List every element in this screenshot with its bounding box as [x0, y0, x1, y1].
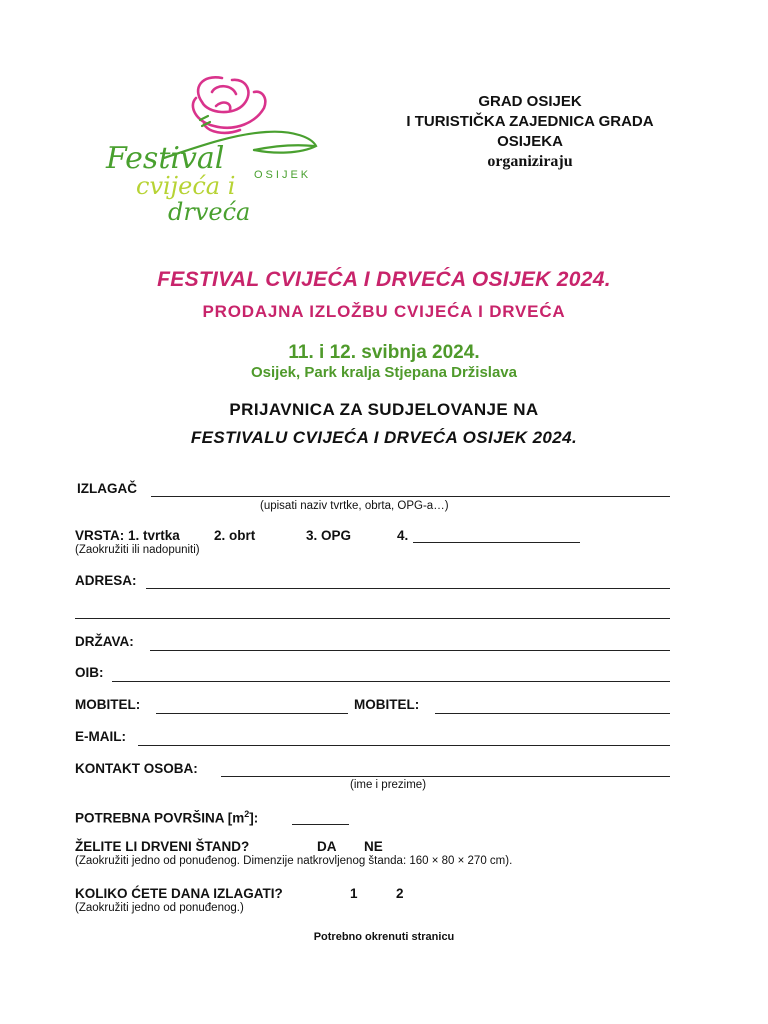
adresa-label: ADRESA:	[75, 573, 137, 588]
festival-subtitle: PRODAJNA IZLOŽBU CVIJEĆA I DRVEĆA	[202, 302, 566, 321]
festival-dates: 11. i 12. svibnja 2024.	[288, 342, 480, 363]
stand-option-ne[interactable]: NE	[364, 839, 383, 854]
povrsina-superscript: 2	[244, 809, 250, 819]
logo-word-cvijeca: cvijeća i	[136, 172, 236, 200]
vrsta-option-4[interactable]: 4.	[397, 528, 409, 543]
vrsta-option-obrt[interactable]: 2. obrt	[214, 528, 256, 543]
povrsina-field[interactable]	[292, 824, 349, 825]
dani-option-1[interactable]: 1	[350, 886, 358, 901]
festival-title: FESTIVAL CVIJEĆA I DRVEĆA OSIJEK 2024.	[157, 268, 611, 291]
rose-icon	[104, 70, 334, 230]
vrsta-other-field[interactable]	[413, 542, 580, 543]
dani-label: KOLIKO ĆETE DANA IZLAGATI?	[75, 886, 283, 901]
mobitel-1-label: MOBITEL:	[75, 697, 141, 712]
povrsina-label	[75, 809, 258, 826]
logo-word-festival: Festival	[106, 141, 225, 176]
stand-label: ŽELITE LI DRVENI ŠTAND?	[75, 839, 250, 854]
organizer-line-3: OSIJEKA	[497, 133, 563, 150]
application-title-2: FESTIVALU CVIJEĆA I DRVEĆA OSIJEK 2024.	[190, 428, 578, 447]
festival-logo	[104, 70, 334, 230]
mobitel-1-field[interactable]	[156, 713, 348, 714]
mobitel-2-field[interactable]	[435, 713, 670, 714]
vrsta-hint: (Zaokružiti ili nadopuniti)	[75, 544, 200, 556]
dani-hint: (Zaokružiti jedno od ponuđenog.)	[75, 902, 244, 914]
oib-label: OIB:	[75, 665, 104, 680]
vrsta-label: VRSTA: 1. tvrtka	[75, 528, 180, 543]
povrsina-label-tail: ]:	[249, 810, 259, 826]
organizer-line-4: organiziraju	[487, 153, 573, 170]
povrsina-label-text: POTREBNA POVRŠINA [m	[75, 810, 245, 826]
festival-place: Osijek, Park kralja Stjepana Držislava	[251, 364, 517, 381]
stand-option-da[interactable]: DA	[317, 839, 337, 854]
application-title-1: PRIJAVNICA ZA SUDJELOVANJE NA	[229, 400, 539, 419]
drzava-label: DRŽAVA:	[75, 634, 134, 649]
adresa-field[interactable]	[146, 588, 670, 589]
kontakt-label: KONTAKT OSOBA:	[75, 761, 198, 776]
kontakt-hint: (ime i prezime)	[350, 779, 427, 791]
organizer-block	[360, 92, 700, 172]
izlagac-hint: (upisati naziv tvrtke, obrta, OPG-a…)	[260, 500, 449, 512]
footer-note: Potrebno okrenuti stranicu	[313, 931, 455, 943]
stand-hint: (Zaokružiti jedno od ponuđenog. Dimenzije natkrovljenog štanda: 160 × 80 × 270 cm).	[75, 855, 513, 867]
logo-word-drveca: drveća	[168, 198, 251, 226]
adresa-field-2[interactable]	[75, 618, 670, 619]
mobitel-2-label: MOBITEL:	[354, 697, 420, 712]
dani-option-2[interactable]: 2	[396, 886, 404, 901]
oib-field[interactable]	[112, 681, 670, 682]
email-field[interactable]	[138, 745, 670, 746]
izlagac-field[interactable]	[151, 496, 670, 497]
vrsta-option-opg[interactable]: 3. OPG	[306, 528, 352, 543]
logo-city: OSIJEK	[254, 169, 312, 181]
organizer-line-1: GRAD OSIJEK	[478, 93, 582, 110]
kontakt-field[interactable]	[221, 776, 670, 777]
organizer-line-2: I TURISTIČKA ZAJEDNICA GRADA	[406, 113, 654, 130]
drzava-field[interactable]	[150, 650, 670, 651]
email-label: E-MAIL:	[75, 729, 126, 744]
izlagac-label: IZLAGAČ	[77, 481, 137, 496]
